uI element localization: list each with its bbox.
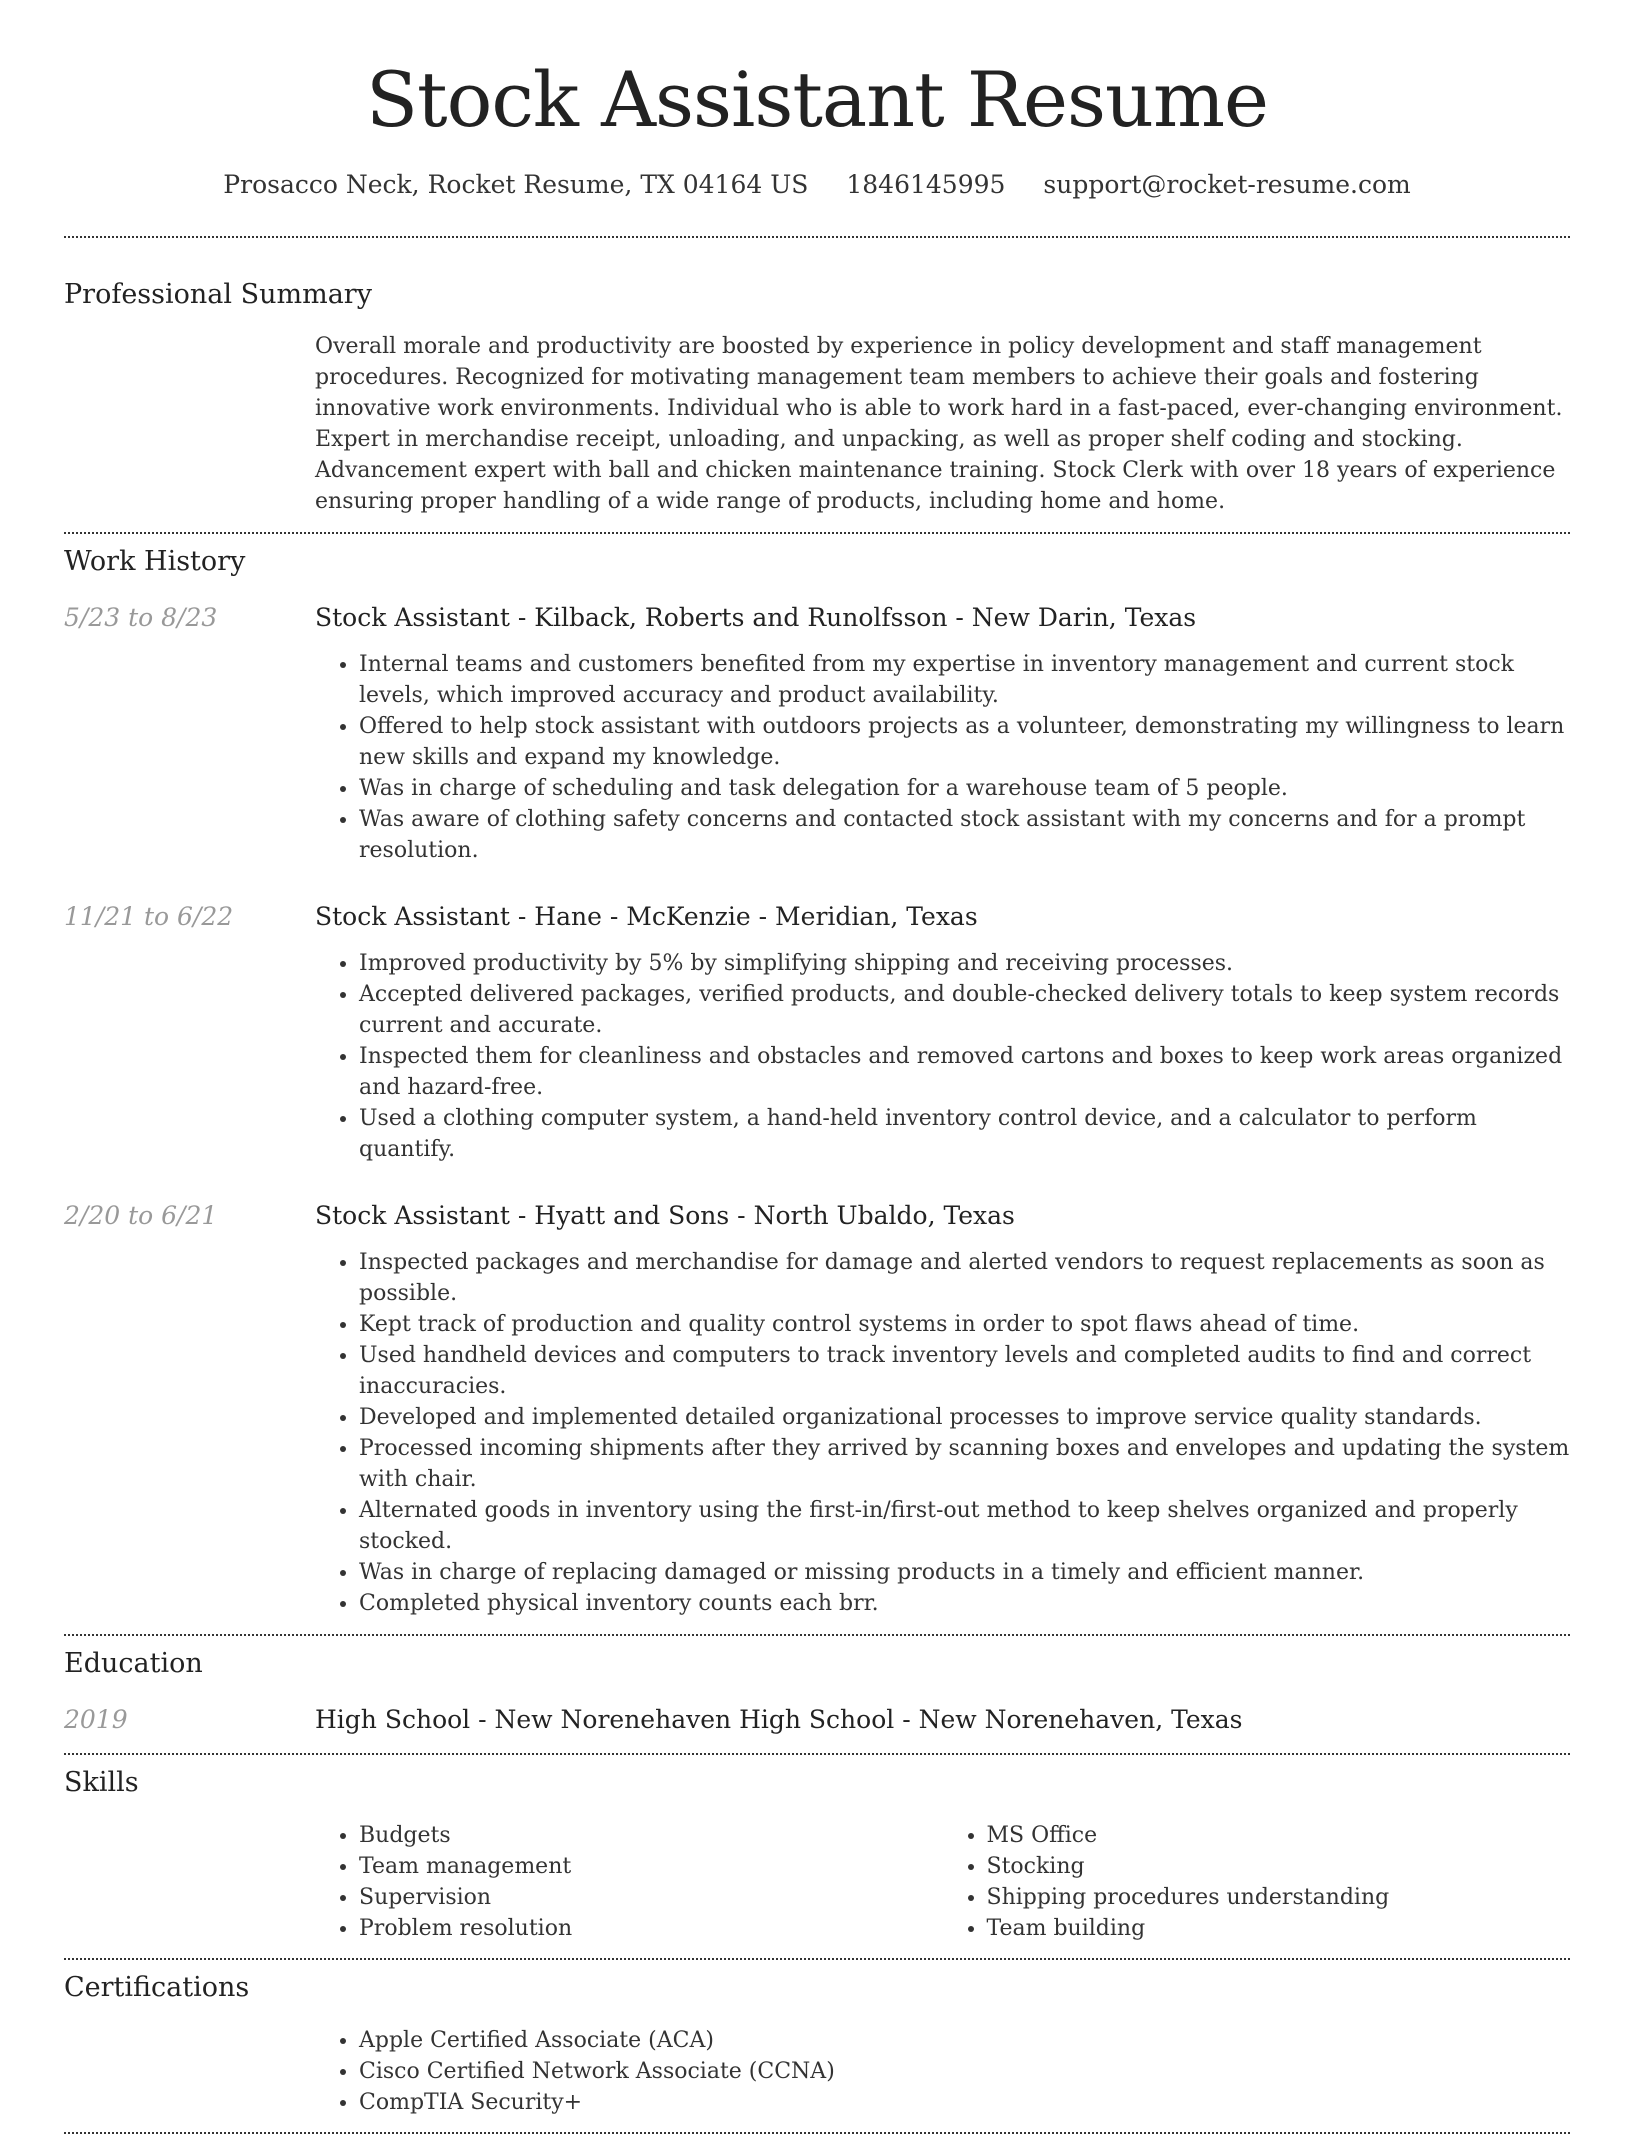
- job-bullet: • Processed incoming shipments after they arrived by scanning boxes and envelopes and updating the system with chair.: [359, 1433, 1570, 1495]
- job-bullet: • Developed and implemented detailed organizational processes to improve service quality standards.: [359, 1402, 1570, 1433]
- job-bullets: [315, 948, 1570, 1165]
- skill-item: • Team management: [359, 1851, 943, 1882]
- education-date: 2019: [64, 1705, 128, 1734]
- job-bullet: • Inspected them for cleanliness and obstacles and removed cartons and boxes to keep work areas organized and hazard-free.: [359, 1041, 1570, 1103]
- resume-title: Stock Assistant Resume: [365, 55, 1269, 144]
- summary-section: [64, 277, 1570, 517]
- education-entry: [64, 1703, 1570, 1737]
- job-bullet: • Inspected packages and merchandise for damage and alerted vendors to request replacements as soon as possible.: [359, 1247, 1570, 1309]
- job-heading: Stock Assistant - Kilback, Roberts and Runolfsson - New Darin, Texas: [315, 603, 1197, 632]
- certification-item: • CompTIA Security+: [359, 2087, 1570, 2118]
- certifications-section: [64, 1970, 1570, 2118]
- skill-item: • Problem resolution: [359, 1913, 943, 1944]
- job-bullet: • Accepted delivered packages, verified products, and double-checked delivery totals to keep system records current and accurate.: [359, 979, 1570, 1041]
- job-entry: [64, 1199, 1570, 1619]
- certification-item: • Cisco Certified Network Associate (CCNA): [359, 2056, 1570, 2087]
- job-heading: Stock Assistant - Hane - McKenzie - Meridian, Texas: [315, 902, 978, 931]
- job-heading: Stock Assistant - Hyatt and Sons - North Ubaldo, Texas: [315, 1201, 1015, 1230]
- work-heading: Work History: [64, 546, 246, 577]
- divider-education: [64, 1753, 1570, 1755]
- contact-line: [64, 168, 1570, 202]
- job-bullet: • Completed physical inventory counts each brr.: [359, 1588, 1570, 1619]
- job-bullet: • Alternated goods in inventory using the first-in/first-out method to keep shelves organized and properly stocked.: [359, 1495, 1570, 1557]
- job-date: 5/23 to 8/23: [64, 603, 218, 632]
- skills-grid: [315, 1820, 1570, 1944]
- job-date: 11/21 to 6/22: [64, 902, 234, 931]
- job-bullet: • Improved productivity by 5% by simplifying shipping and receiving processes.: [359, 948, 1570, 979]
- job-bullet: • Used a clothing computer system, a hand-held inventory control device, and a calculator to perform quantify.: [359, 1103, 1570, 1165]
- education-heading: Education: [64, 1648, 203, 1679]
- job-date: 2/20 to 6/21: [64, 1201, 218, 1230]
- job-bullet: • Was in charge of replacing damaged or missing products in a timely and efficient manner.: [359, 1557, 1570, 1588]
- skills-list-left: [315, 1820, 943, 1944]
- skills-list-right: [943, 1820, 1571, 1944]
- contact-address: Prosacco Neck, Rocket Resume, TX 04164 US: [223, 170, 809, 199]
- certifications-list: [315, 2025, 1570, 2118]
- job-bullet: • Internal teams and customers benefited from my expertise in inventory management and current stock levels, which improved accuracy and product availability.: [359, 649, 1570, 711]
- job-bullets: [315, 649, 1570, 866]
- job-entry: [64, 900, 1570, 1165]
- skill-item: • Supervision: [359, 1882, 943, 1913]
- job-bullet: • Was in charge of scheduling and task delegation for a warehouse team of 5 people.: [359, 773, 1570, 804]
- skill-item: • Stocking: [987, 1851, 1571, 1882]
- divider-work: [64, 1634, 1570, 1636]
- skills-section: [64, 1765, 1570, 1944]
- summary-text: Overall morale and productivity are boosted by experience in policy development and staff management procedures. Recognized for motivating management team members to achieve their goals and fostering innovative work environments. Individual who is able to work hard in a fast-paced, ever-changing environment. Expert in merchandise receipt, unloading, and unpacking, as well as proper shelf coding and stocking. Advancement expert with ball and chicken maintenance training. Stock Clerk with over 18 years of experience ensuring proper handling of a wide range of products, including home and home.: [315, 334, 1563, 514]
- job-bullet: • Used handheld devices and computers to track inventory levels and completed audits to find and correct inaccuracies.: [359, 1340, 1570, 1402]
- job-bullet: • Kept track of production and quality control systems in order to spot flaws ahead of time.: [359, 1309, 1570, 1340]
- education-school: High School - New Norenehaven High School - New Norenehaven, Texas: [315, 1705, 1243, 1734]
- skill-item: • MS Office: [987, 1820, 1571, 1851]
- divider-skills: [64, 1958, 1570, 1960]
- contact-phone: 1846145995: [846, 170, 1006, 199]
- resume-page: [64, 0, 1570, 2134]
- job-entry: [64, 601, 1570, 866]
- divider-summary: [64, 532, 1570, 534]
- summary-heading: Professional Summary: [64, 279, 372, 310]
- skills-heading: Skills: [64, 1767, 139, 1798]
- work-section: [64, 544, 1570, 1619]
- certification-item: • Apple Certified Associate (ACA): [359, 2025, 1570, 2056]
- job-bullet: • Offered to help stock assistant with outdoors projects as a volunteer, demonstrating my willingness to learn new skills and expand my knowledge.: [359, 711, 1570, 773]
- skill-item: • Budgets: [359, 1820, 943, 1851]
- job-bullet: • Was aware of clothing safety concerns and contacted stock assistant with my concerns and for a prompt resolution.: [359, 804, 1570, 866]
- education-section: [64, 1646, 1570, 1737]
- contact-email: support@rocket-resume.com: [1043, 170, 1411, 199]
- skill-item: • Team building: [987, 1913, 1571, 1944]
- divider-header: [64, 236, 1570, 238]
- certifications-heading: Certifications: [64, 1972, 250, 2003]
- skill-item: • Shipping procedures understanding: [987, 1882, 1571, 1913]
- job-bullets: [315, 1247, 1570, 1619]
